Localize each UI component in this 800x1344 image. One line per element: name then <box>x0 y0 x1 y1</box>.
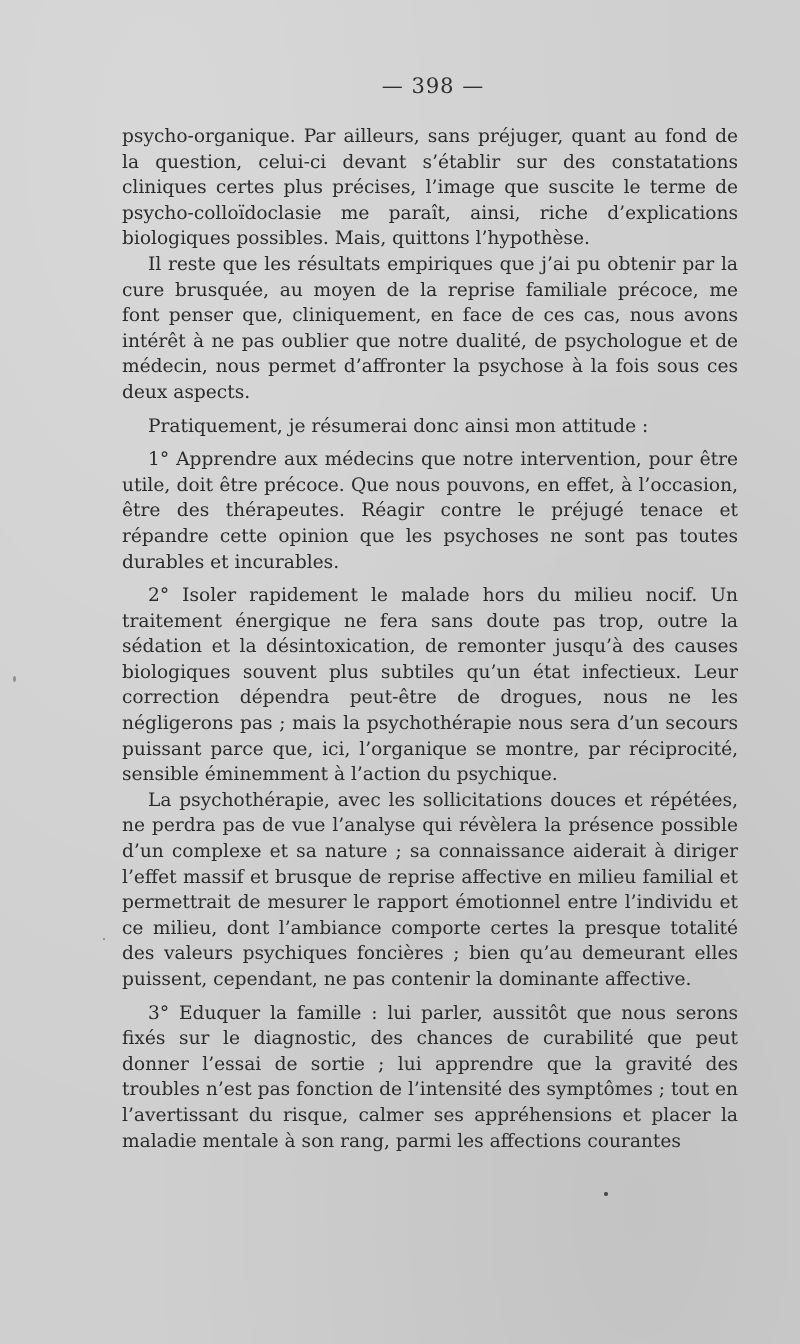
paragraph-empirical-results: Il reste que les résultats empiriques que j’ai pu obtenir par la cure brusquée, au moyen de la reprise familiale précoce, me font penser que, cliniquement, en face de ces cas, nous avons intérêt à ne pas oublier que notre dualité, de psychologue et de médecin, nous permet d’affronter la psychose à la fois sous ces deux aspects. <box>122 253 738 403</box>
page-number: — 398 — <box>381 74 485 98</box>
body-text <box>122 124 738 1154</box>
paragraph-psychotherapy: La psychothérapie, avec les sollicitations douces et répétées, ne perdra pas de vue l’analyse qui révèlera la présence possible d’un complexe et sa nature ; sa connaissance aiderait à diriger l’effet massif et brusque de reprise affective en milieu familial et permettrait de mesurer le rapport émotionnel entre l’individu et ce milieu, dont l’ambiance comporte certes la presque totalité des valeurs psychiques foncières ; bien qu’au demeurant elles puissent, cependant, ne pas contenir la dominante affective. <box>122 789 738 990</box>
paper-speck <box>13 676 16 682</box>
paragraph-point-2: 2° Isoler rapidement le malade hors du milieu nocif. Un traitement énergique ne fera sans doute pas trop, outre la sédation et la désintoxication, de remonter jusqu’à des causes biologiques souvent plus subtiles qu’un état infectieux. Leur correction dépendra peut-être de drogues, nous ne les négligerons pas ; mais la psychothérapie nous sera d’un secours puissant parce que, ici, l’organique se montre, par réciprocité, sensible éminemment à l’action du psychique. <box>122 585 738 786</box>
paragraph-point-1: 1° Apprendre aux médecins que notre intervention, pour être utile, doit être précoce. Que nous pouvons, en effet, à l’occasion, être des thérapeutes. Réagir contre le préjugé tenace et répandre cette opinion que les psychoses ne sont pas toutes durables et incurables. <box>122 449 738 573</box>
paragraph-point-3: 3° Eduquer la famille : lui parler, aussitôt que nous serons fixés sur le diagnostic, des chances de curabilité que peut donner l’essai de sortie ; lui apprendre que la gravité des troubles n’est pas fonction de l’intensité des symptômes ; tout en l’avertissant du risque, calmer ses appréhensions et placer la maladie mentale à son rang, parmi les affections courantes <box>122 1002 738 1152</box>
paper-speck <box>103 938 105 940</box>
paragraph-attitude-intro: Pratiquement, je résumerai donc ainsi mon attitude : <box>148 415 649 437</box>
paper-speck <box>604 1192 608 1196</box>
paragraph-continuation: psycho-organique. Par ailleurs, sans préjuger, quant au fond de la question, celui-ci devant s’établir sur des constatations cliniques certes plus précises, l’image que suscite le terme de psycho-colloïdoclasie me paraît, ainsi, riche d’explications biologiques possibles. Mais, quittons l’hypothèse. <box>122 126 738 250</box>
